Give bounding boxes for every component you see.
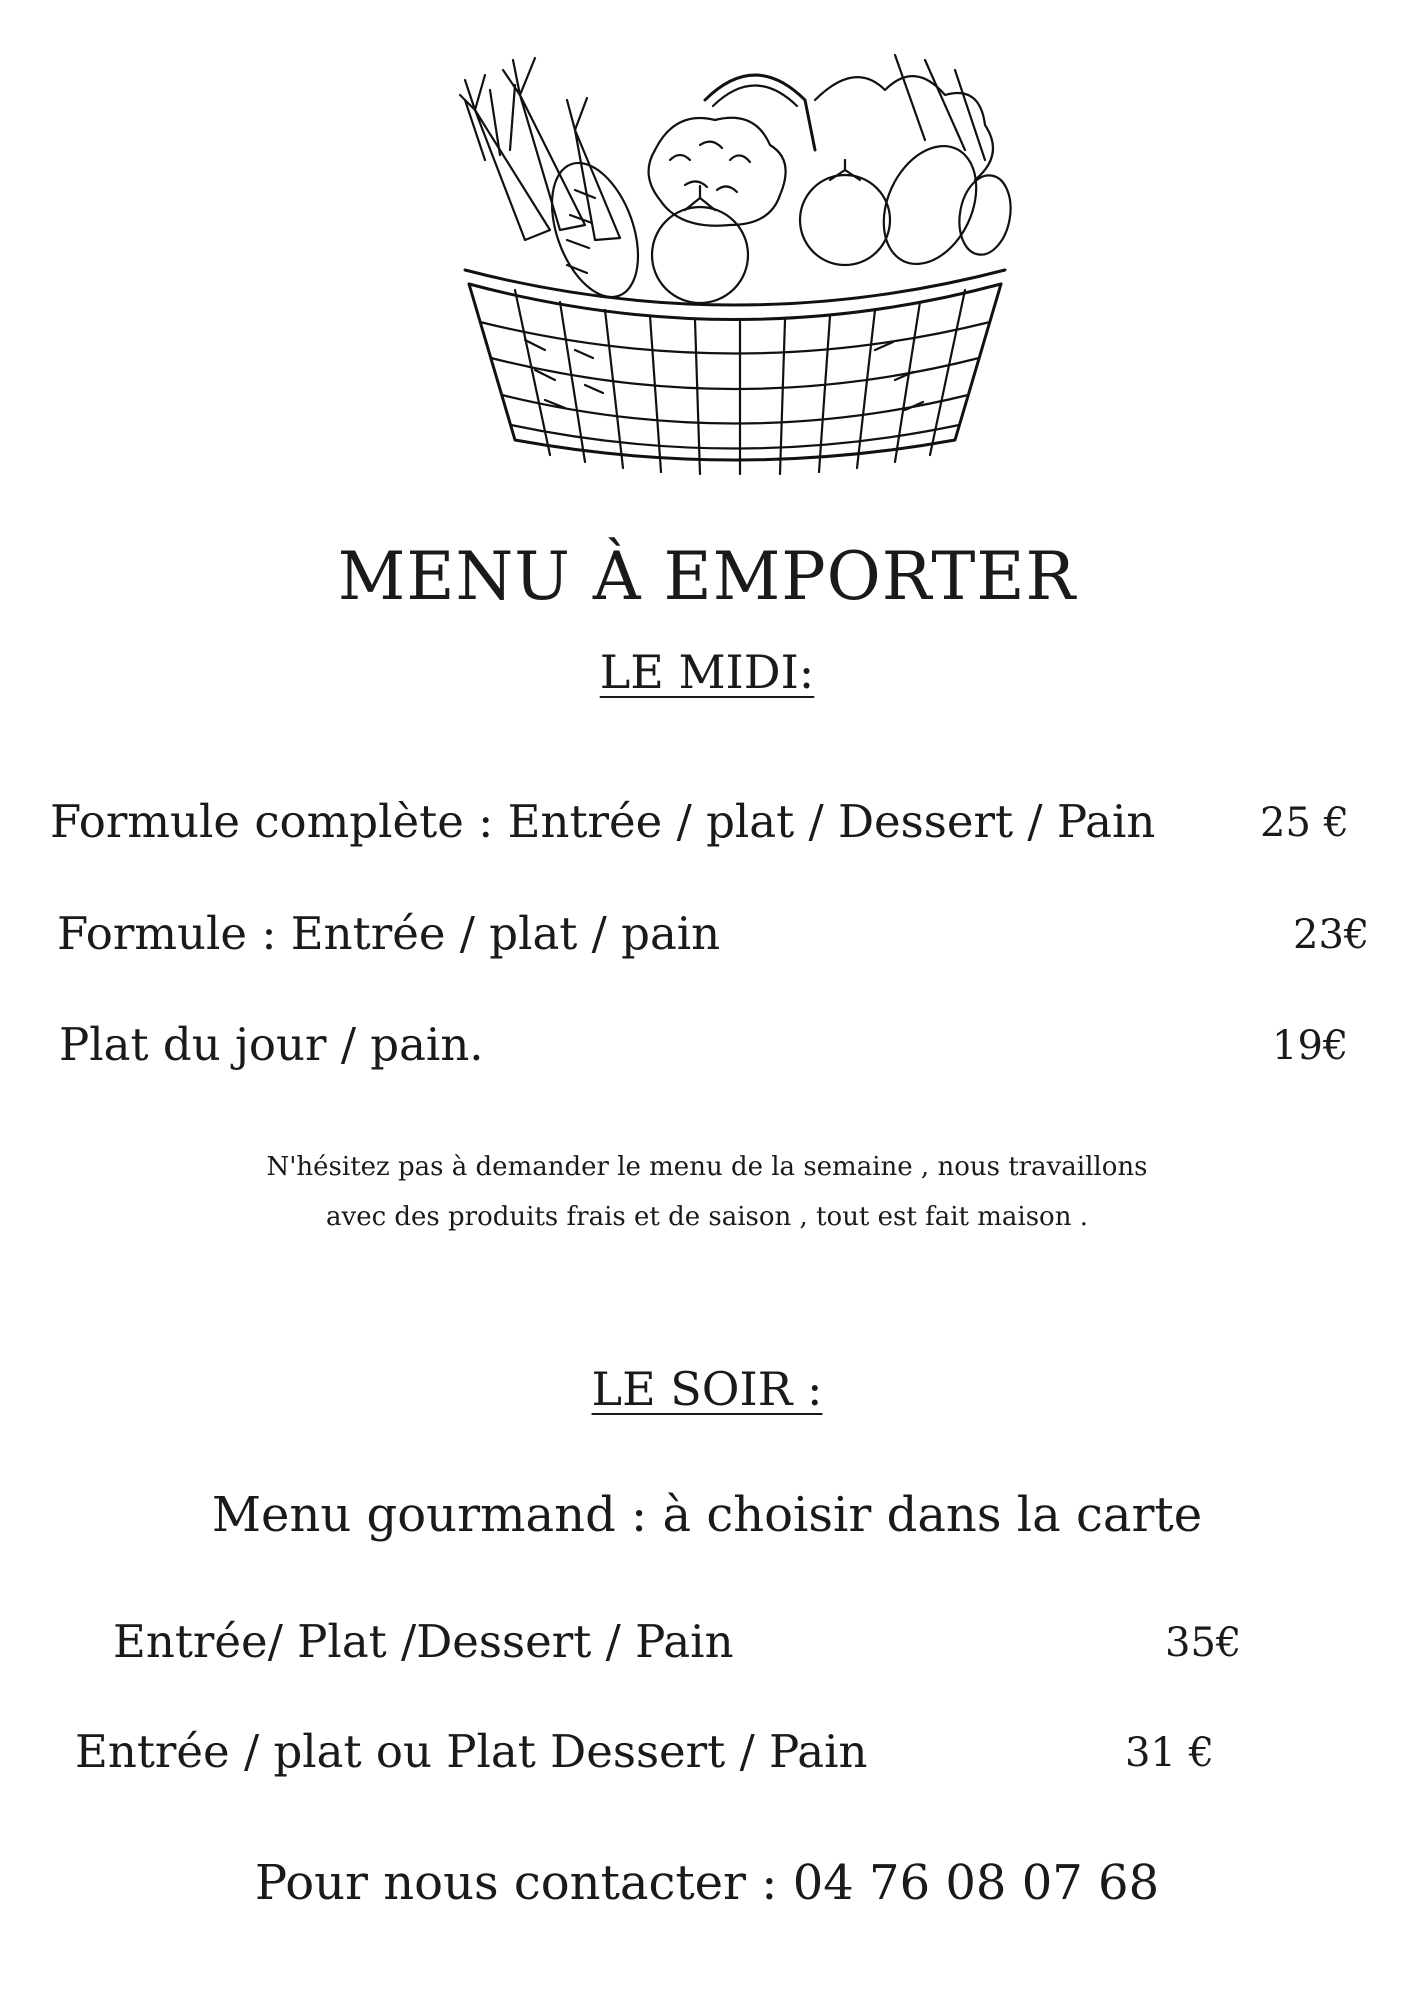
midi-note: [0, 1142, 1414, 1242]
soir-heading: [0, 1362, 1414, 1416]
soir-item-1-label: Entrée/ Plat /Dessert / Pain: [113, 1615, 734, 1668]
midi-note-line-2: avec des produits frais et de saison , tout est fait maison .: [326, 1202, 1088, 1232]
soir-item-2-price: 31 €: [1125, 1730, 1215, 1776]
midi-item-1-label: Formule complète : Entrée / plat / Dessert / Pain: [50, 795, 1156, 848]
soir-subtitle: Menu gourmand : à choisir dans la carte: [211, 1487, 1203, 1543]
midi-item-2-price: 23€: [1293, 912, 1370, 958]
soir-item-2-label: Entrée / plat ou Plat Dessert / Pain: [75, 1725, 868, 1778]
contact-info: Pour nous contacter : 04 76 08 07 68: [254, 1855, 1160, 1911]
midi-item-3-price: 19€: [1272, 1023, 1349, 1069]
midi-item-1-price: 25 €: [1260, 800, 1350, 846]
midi-note-line-1: N'hésitez pas à demander le menu de la semaine , nous travaillons: [266, 1152, 1148, 1182]
midi-item-2-label: Formule : Entrée / plat / pain: [57, 907, 721, 960]
midi-heading-text: LE MIDI:: [599, 645, 815, 699]
soir-heading-text: LE SOIR :: [591, 1362, 823, 1416]
soir-item-1-price: 35€: [1165, 1620, 1242, 1666]
page-title: MENU À EMPORTER: [337, 538, 1077, 615]
midi-heading: [0, 645, 1414, 699]
midi-item-3-label: Plat du jour / pain.: [59, 1018, 484, 1071]
vegetable-basket-icon: [455, 40, 1020, 495]
